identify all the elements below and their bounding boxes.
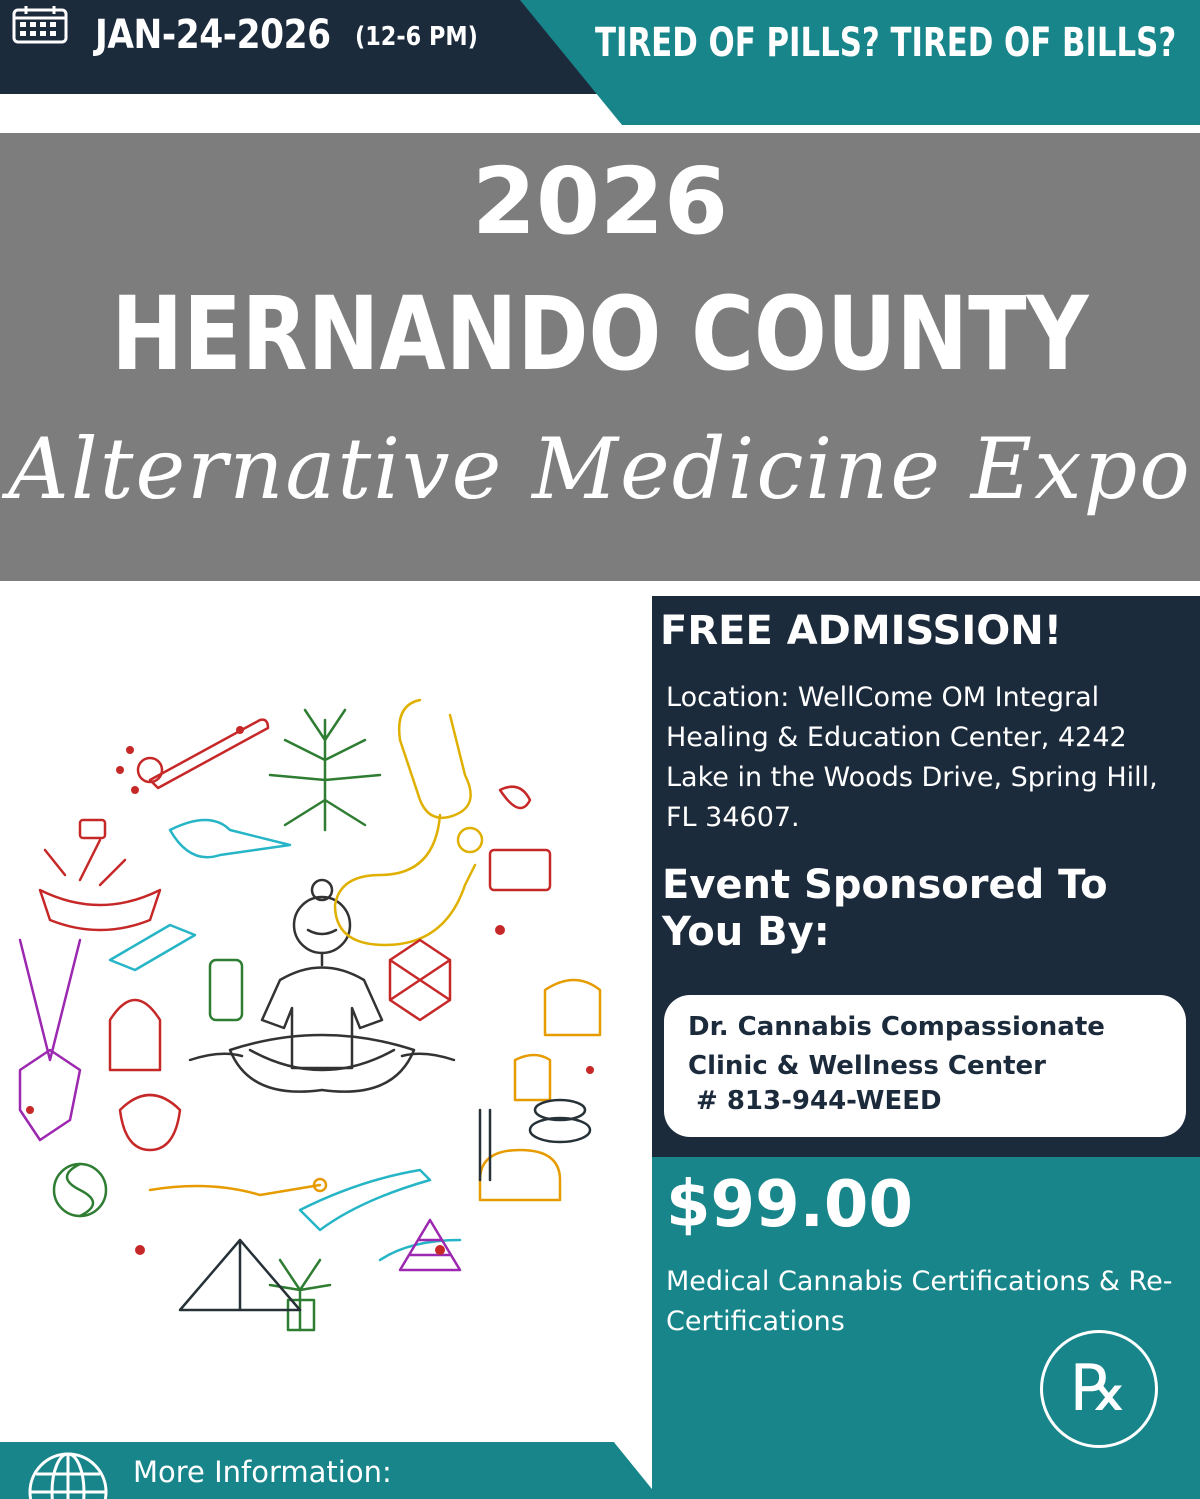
- more-information-link[interactable]: More Information:: [133, 1455, 392, 1489]
- event-time: (12-6 PM): [355, 22, 478, 52]
- wellness-illustration: [0, 690, 640, 1350]
- event-date: JAN-24-2026: [95, 12, 331, 58]
- price-description: Medical Cannabis Certifications & Re-Certifications: [666, 1266, 1173, 1337]
- rx-icon: ℞: [1040, 1330, 1158, 1448]
- sponsor-heading: Event Sponsored To You By:: [662, 862, 1108, 955]
- admission-heading: FREE ADMISSION!: [660, 608, 1062, 654]
- sponsor-phone[interactable]: # 813-944-WEED: [696, 1086, 942, 1116]
- title-year: 2026: [471, 148, 729, 255]
- title-county: HERNANDO COUNTY: [111, 275, 1089, 394]
- calendar-icon-graphic: [10, 4, 70, 44]
- location-text: Location: WellCome OM Integral Healing & Education Center, 4242 Lake in the Woods Drive, Spring Hill, FL 34607.: [666, 682, 1158, 833]
- sponsor-name: Dr. Cannabis Compassionate Clinic & Wellness Center: [688, 1012, 1105, 1081]
- tagline: TIRED OF PILLS? TIRED OF BILLS?: [595, 20, 1177, 66]
- globe-icon: [26, 1450, 110, 1499]
- title-subtitle: Alternative Medicine Expo: [8, 420, 1192, 518]
- price: $99.00: [666, 1168, 913, 1242]
